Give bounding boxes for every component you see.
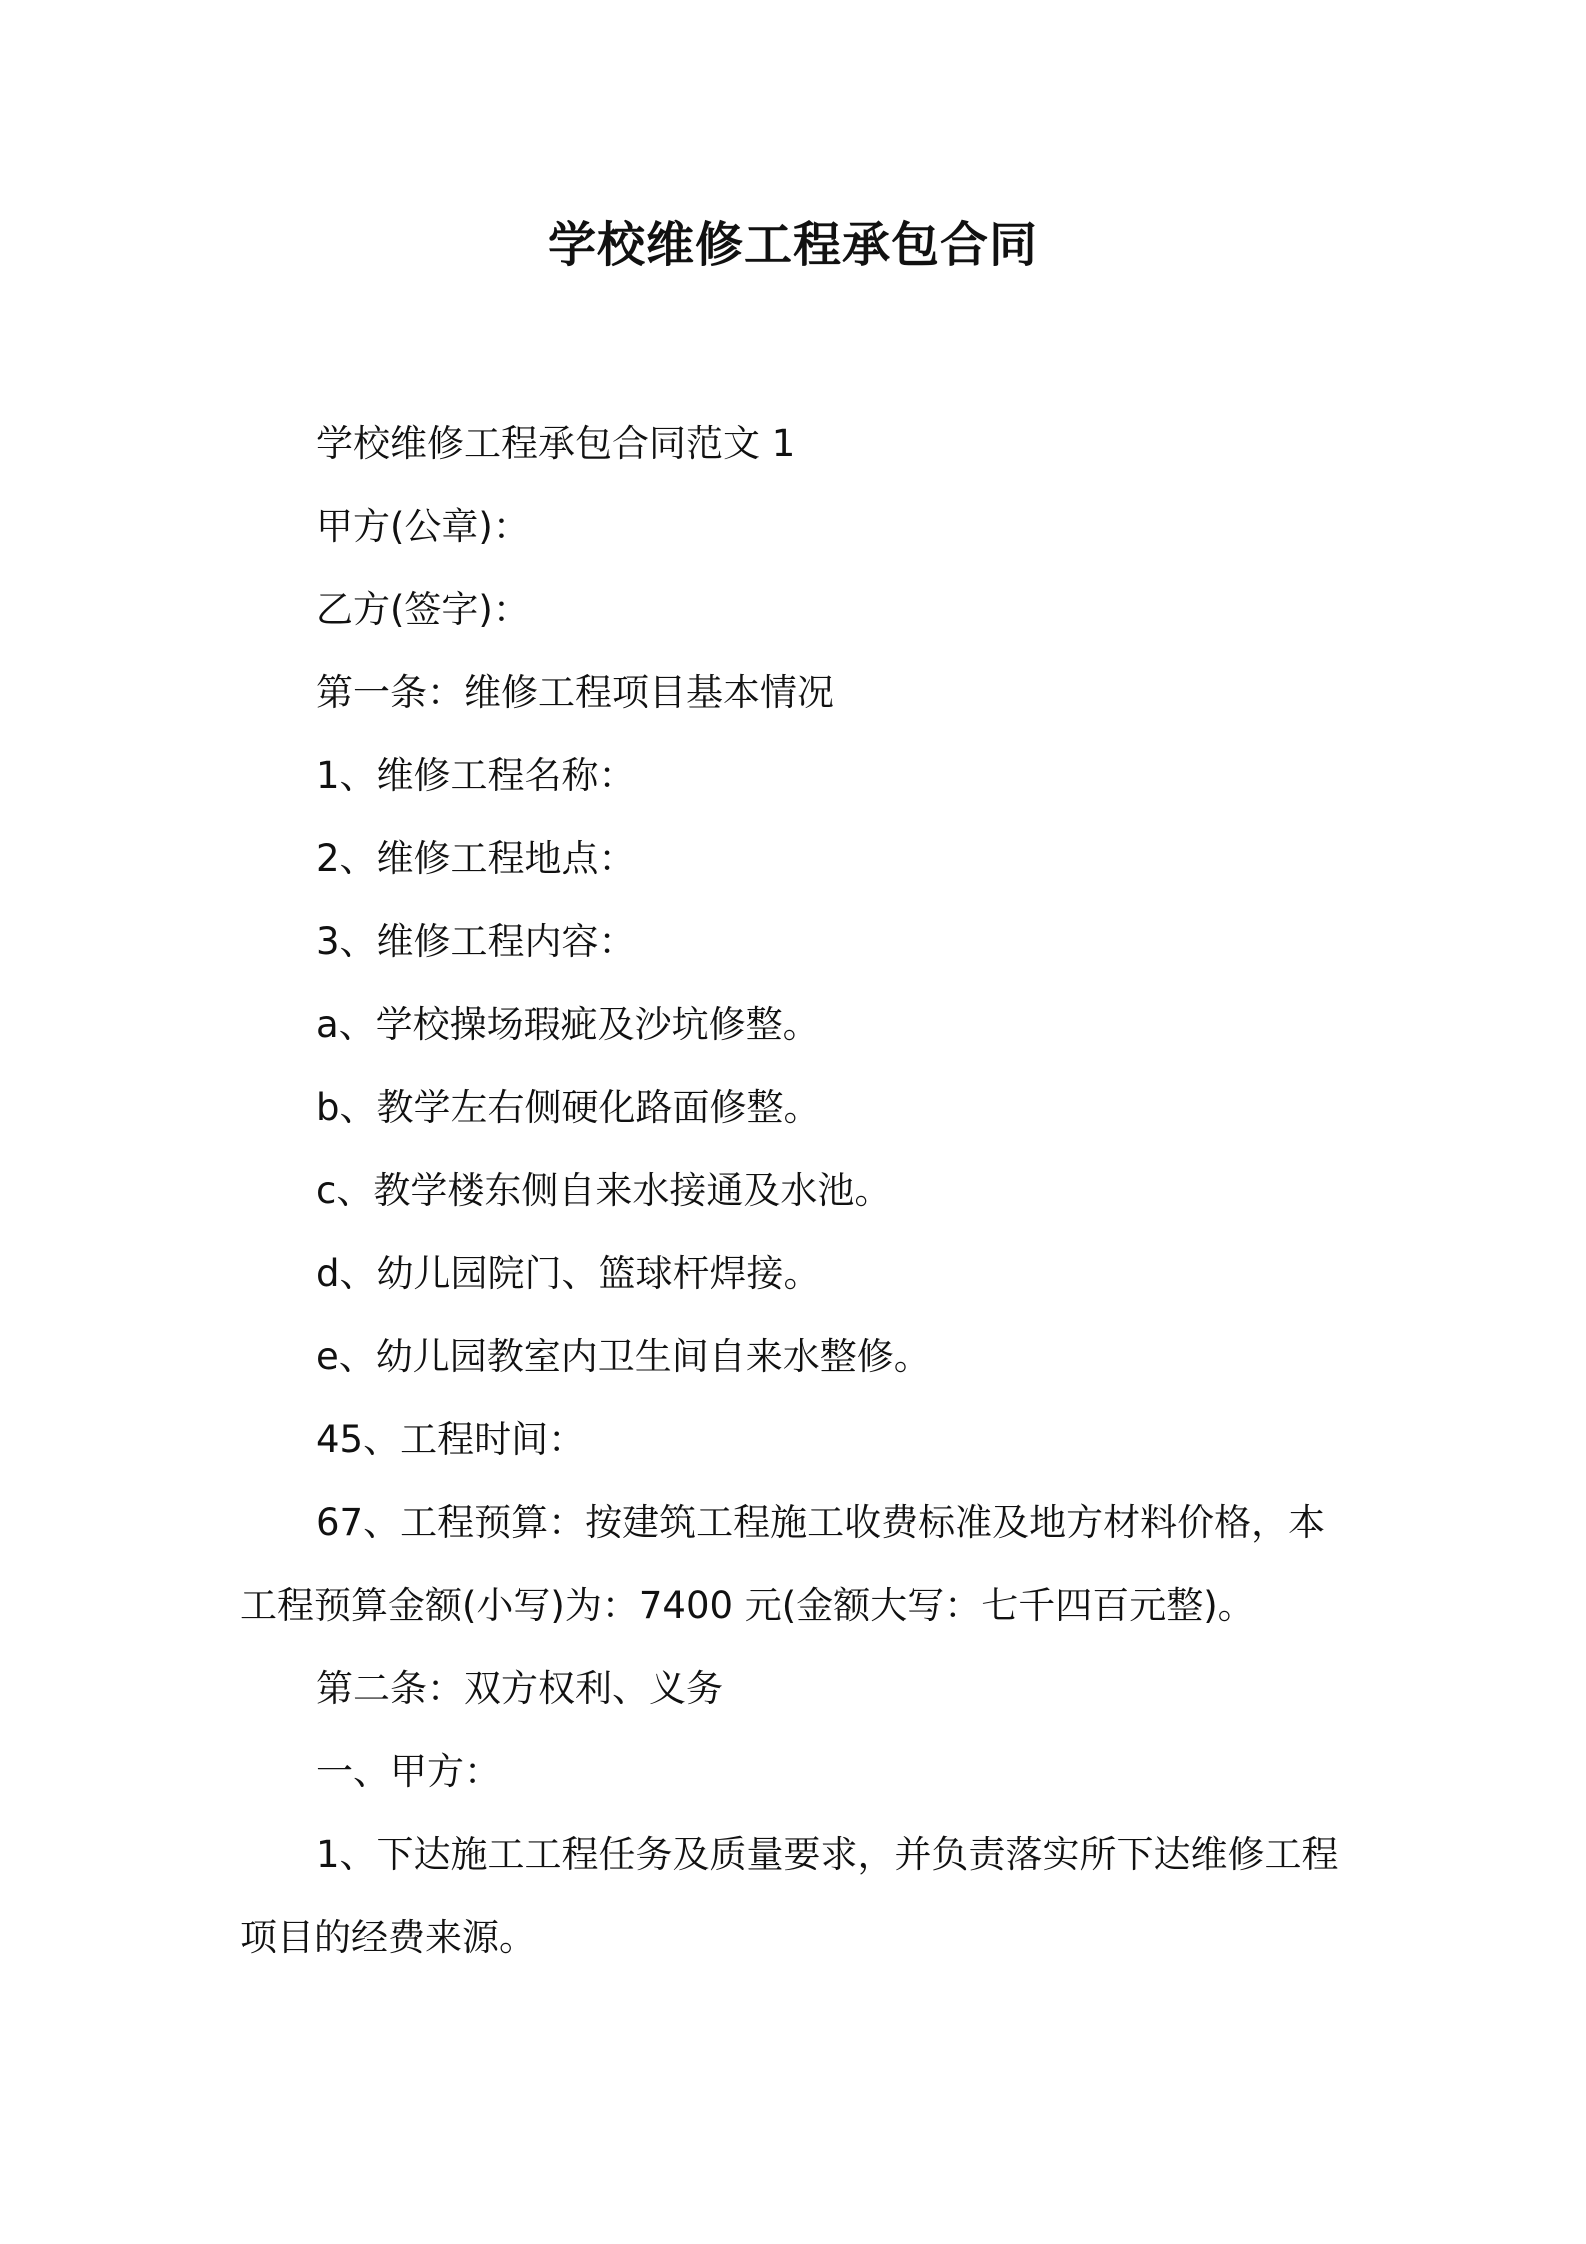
paragraph-party-a: 甲方(公章)： [316, 505, 530, 548]
paragraph-party-a-section: 一、甲方： [316, 1750, 501, 1793]
paragraph-item-a: a、学校操场瑕疵及沙坑修整。 [316, 1003, 820, 1046]
document-body [240, 402, 1352, 1979]
paragraph-project-budget: 67、工程预算：按建筑工程施工收费标准及地方材料价格，本工程预算金额(小写)为：7400 元(金额大写：七千四百元整)。 [240, 1501, 1326, 1627]
paragraph-party-b: 乙方(签字)： [316, 588, 530, 631]
paragraph-item-c: c、教学楼东侧自来水接通及水池。 [316, 1169, 892, 1212]
paragraph-project-content: 3、维修工程内容： [316, 920, 636, 963]
paragraph-project-name: 1、维修工程名称： [316, 754, 636, 797]
paragraph-contract-sample-heading: 学校维修工程承包合同范文 1 [316, 422, 796, 465]
paragraph-item-b: b、教学左右侧硬化路面修整。 [316, 1086, 821, 1129]
paragraph-item-d: d、幼儿园院门、篮球杆焊接。 [316, 1252, 821, 1295]
paragraph-article-one: 第一条：维修工程项目基本情况 [316, 671, 834, 714]
document-title: 学校维修工程承包合同 [547, 217, 1038, 273]
paragraph-article-two: 第二条：双方权利、义务 [316, 1667, 723, 1710]
paragraph-project-location: 2、维修工程地点： [316, 837, 636, 880]
paragraph-item-e: e、幼儿园教室内卫生间自来水整修。 [316, 1335, 931, 1378]
paragraph-party-a-duty-one: 1、下达施工工程任务及质量要求，并负责落实所下达维修工程项目的经费来源。 [240, 1833, 1339, 1959]
paragraph-project-time: 45、工程时间： [316, 1418, 586, 1461]
